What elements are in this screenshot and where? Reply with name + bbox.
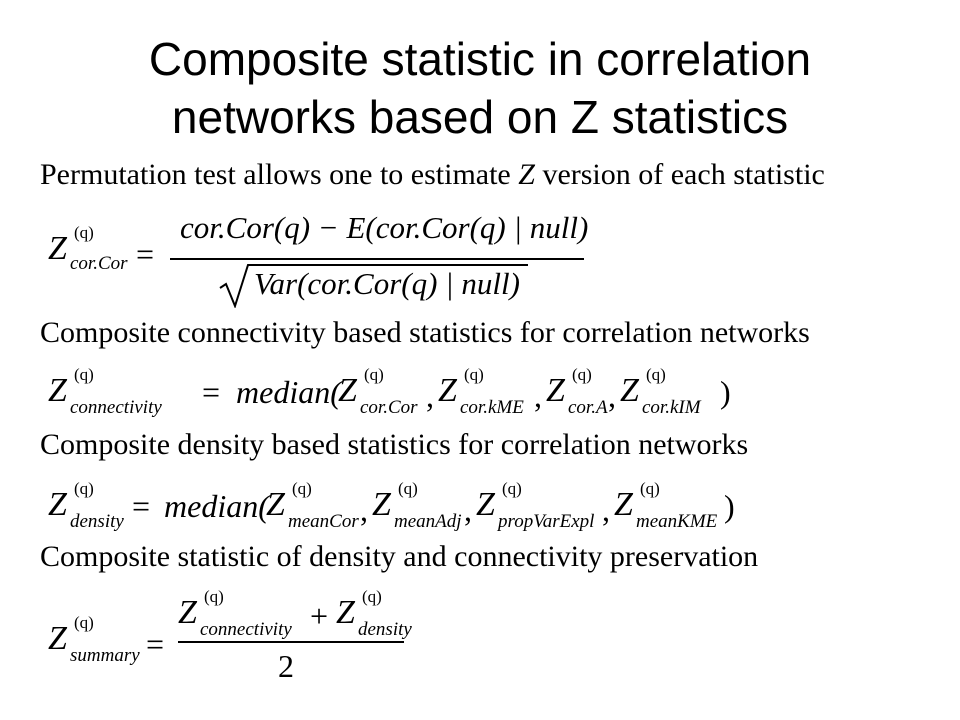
eq2-comma-3: , [608, 378, 616, 414]
eq2-term-3-q: (q) [572, 365, 592, 384]
eq4-num-term-2 [336, 587, 412, 640]
eq4-equals: = [146, 626, 165, 662]
eq3-term-1-q: (q) [292, 479, 312, 498]
eq2-term-1-q: (q) [364, 365, 384, 384]
slide-title-line-1: Composite statistic in correlation [148, 33, 812, 85]
eq4-num-term-1-z: Z [178, 594, 197, 631]
eq4-num-term-2-z: Z [336, 594, 355, 631]
eq2-sub: connectivity [70, 397, 162, 418]
eq3-term-3-q: (q) [502, 479, 522, 498]
statement-connectivity: Composite connectivity based statistics for correlation networks [40, 316, 810, 349]
eq4-num-term-1-sub: connectivity [200, 619, 292, 640]
eq2-term-1 [338, 365, 418, 418]
equation-z-connectivity [40, 362, 760, 422]
statement-summary: Composite statistic of density and connectivity preservation [40, 540, 759, 573]
eq3-term-4 [614, 479, 718, 532]
eq3-equals: = [132, 488, 151, 524]
eq4-num-term-1-q: (q) [204, 587, 224, 606]
eq1-denominator: Var(cor.Cor(q) | null) [254, 266, 520, 301]
eq3-term-2 [372, 479, 462, 532]
eq4-denominator: 2 [278, 648, 294, 684]
eq4-num-term-2-sub: density [358, 619, 412, 640]
eq3-term-4-z: Z [614, 486, 633, 523]
equation-z-cor-cor [40, 210, 640, 310]
eq2-lhs [48, 365, 162, 418]
eq2-q: (q) [74, 365, 94, 384]
eq4-z: Z [48, 620, 67, 657]
eq3-term-3-z: Z [476, 486, 495, 523]
eq2-term-2-q: (q) [464, 365, 484, 384]
statement-permutation [40, 158, 825, 192]
eq1-numerator: cor.Cor(q) − E(cor.Cor(q) | null) [180, 210, 589, 245]
eq2-z: Z [48, 372, 67, 409]
eq3-lhs [48, 479, 124, 532]
equation-z-summary [40, 586, 460, 686]
eq3-term-1 [266, 479, 359, 532]
statement-density: Composite density based statistics for correlation networks [40, 428, 749, 461]
eq2-term-3-sub: cor.A [568, 397, 608, 418]
eq3-term-1-z: Z [266, 486, 285, 523]
eq2-close-paren: ) [720, 374, 731, 410]
eq4-num-term-2-q: (q) [362, 587, 382, 606]
eq3-comma-2: , [464, 492, 472, 528]
eq3-term-4-q: (q) [640, 479, 660, 498]
eq3-median: median( [164, 488, 269, 524]
eq3-term-2-z: Z [372, 486, 391, 523]
eq4-fraction-bar [178, 641, 404, 643]
eq3-z: Z [48, 486, 67, 523]
eq4-lhs [48, 613, 140, 666]
statement-permutation-pre: Permutation test allows one to estimate [40, 158, 519, 191]
eq1-equals: = [136, 236, 155, 272]
eq4-sub: summary [70, 645, 140, 666]
eq1-q: (q) [74, 223, 94, 242]
eq2-term-4-z: Z [620, 372, 639, 409]
statement-permutation-z: Z [518, 158, 535, 191]
eq1-lhs [48, 223, 128, 274]
eq1-z: Z [48, 230, 67, 267]
eq2-equals: = [202, 374, 221, 410]
equation-z-density [40, 476, 780, 536]
eq3-term-4-sub: meanKME [636, 511, 718, 532]
eq3-sub: density [70, 511, 124, 532]
eq2-term-3-z: Z [546, 372, 565, 409]
slide-title-line-2: networks based on Z statistics [171, 91, 789, 143]
eq3-term-3 [476, 479, 595, 532]
eq1-fraction-bar [170, 258, 584, 260]
eq2-median: median( [236, 374, 341, 410]
eq2-comma-2: , [534, 378, 542, 414]
eq4-plus: + [310, 598, 329, 634]
eq1-sub: cor.Cor [70, 253, 128, 274]
eq2-term-4 [620, 365, 701, 418]
eq3-q: (q) [74, 479, 94, 498]
eq3-term-3-sub: propVarExpl [498, 511, 595, 532]
eq3-term-1-sub: meanCor [288, 511, 359, 532]
eq3-close-paren: ) [724, 488, 735, 524]
eq3-comma-1: , [360, 492, 368, 528]
eq2-comma-1: , [426, 378, 434, 414]
eq3-term-2-q: (q) [398, 479, 418, 498]
statement-permutation-post: version of each statistic [534, 158, 825, 191]
eq3-comma-3: , [602, 492, 610, 528]
eq2-term-3 [546, 365, 608, 418]
eq4-num-term-1 [178, 587, 292, 640]
eq3-term-2-sub: meanAdj [394, 511, 462, 532]
eq2-term-2-sub: cor.kME [460, 397, 524, 418]
eq2-term-4-q: (q) [646, 365, 666, 384]
eq2-term-1-z: Z [338, 372, 357, 409]
eq2-term-4-sub: cor.kIM [642, 397, 701, 418]
eq4-q: (q) [74, 613, 94, 632]
eq2-term-2 [438, 365, 524, 418]
eq2-term-1-sub: cor.Cor [360, 397, 418, 418]
eq2-term-2-z: Z [438, 372, 457, 409]
